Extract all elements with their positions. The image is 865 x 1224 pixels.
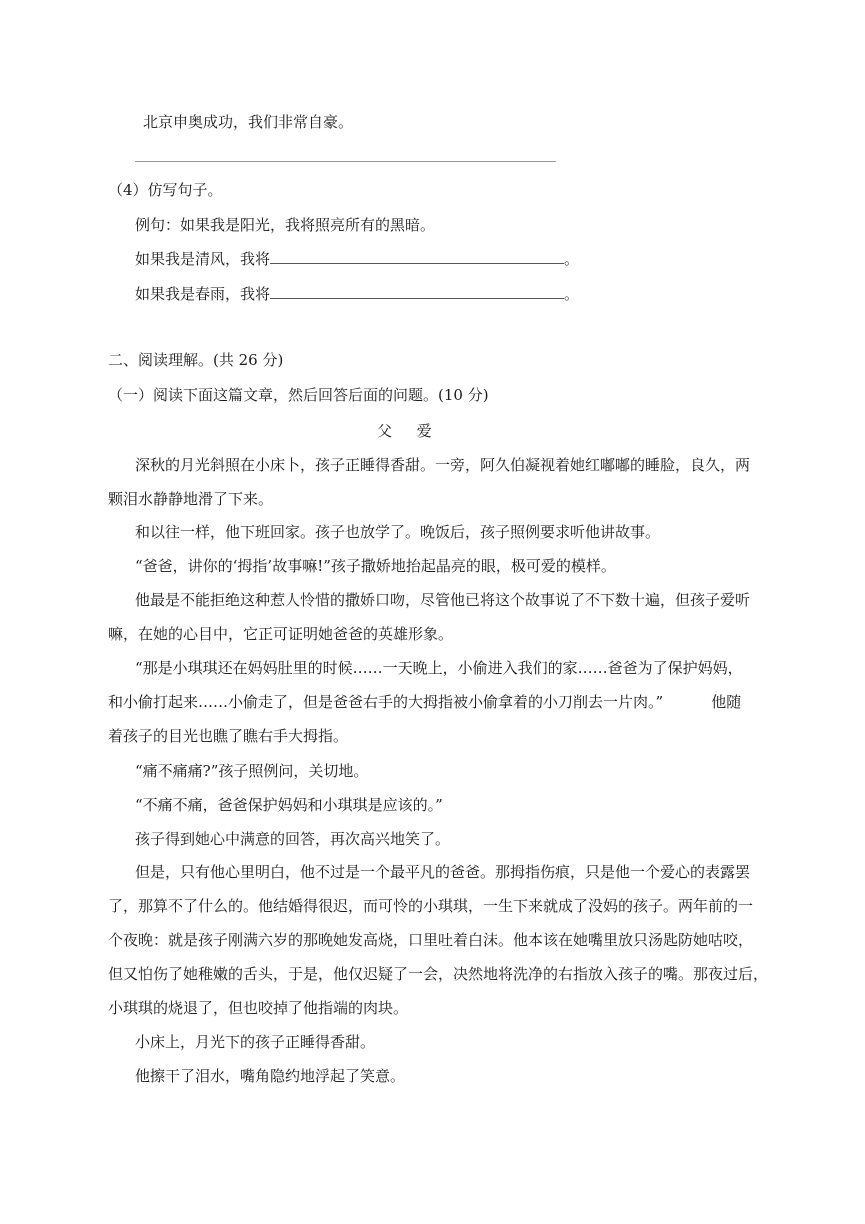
article-line: 孩子得到她心中满意的回答，再次高兴地笑了。 [135, 830, 451, 848]
answer-line[interactable] [135, 161, 556, 162]
imitation-blank-2[interactable] [270, 284, 564, 299]
article-line: 但是，只有他心里明白，他不过是一个最平凡的爸爸。那拇指伤痕，只是他一个爱心的表露罢 [135, 863, 751, 881]
period: 。 [564, 250, 580, 268]
imitation-prefix-1: 如果我是清风，我将 [135, 250, 271, 268]
article-title: 父 爱 [377, 422, 442, 440]
imitation-prefix-2: 如果我是春雨，我将 [135, 285, 271, 303]
article-line: “爸爸，讲你的‘拇指’故事嘛!”孩子撒娇地抬起晶亮的眼，极可爱的模样。 [135, 557, 616, 575]
article-line-text: 和小偷打起来……小偷走了，但是爸爸右手的大拇指被小偷拿着的小刀削去一片肉。” [108, 693, 664, 711]
article-line [108, 692, 741, 712]
period: 。 [564, 285, 580, 303]
article-line: 小琪琪的烧退了，但也咬掉了他指端的肉块。 [108, 999, 409, 1017]
imitation-line-2 [135, 284, 579, 304]
example-sentence: 例句：如果我是阳光，我将照亮所有的黑暗。 [135, 216, 436, 234]
article-line-text: 他随 [711, 693, 742, 711]
article-line: 着孩子的目光也瞧了瞧右手大拇指。 [108, 727, 349, 745]
section-heading: 二、阅读理解。(共 26 分) [108, 351, 284, 369]
article-line: “痛不痛痛?”孩子照例问，关切地。 [135, 762, 369, 780]
article-line: 深秋的月光斜照在小床卜，孩子正睡得香甜。一旁，阿久伯凝视着她红嘟嘟的睡脸，良久，两 [135, 456, 751, 474]
article-line: “不痛不痛，爸爸保护妈妈和小琪琪是应该的。” [135, 796, 443, 814]
article-line: 嘛，在她的心目中，它正可证明她爸爸的英雄形象。 [108, 625, 454, 643]
article-line: 了，那算不了什么的。他结婚得很迟，而可怜的小琪琪，一生下来就成了没妈的孩子。两年前的一 [108, 897, 754, 915]
article-line: 他擦干了泪水，嘴角隐约地浮起了笑意。 [135, 1067, 406, 1085]
article-line: 个夜晚：就是孩子刚满六岁的那晚她发高烧，口里吐着白沫。他本该在她嘴里放只汤匙防她咕咬， [108, 931, 754, 949]
imitation-line-1 [135, 249, 579, 269]
article-line: 他最是不能拒绝这种惹人怜惜的撒娇口吻，尽管他已将这个故事说了不下数十遍，但孩子爱听 [135, 591, 751, 609]
article-line: 但又怕伤了她稚嫩的舌头，于是，他仅迟疑了一会，决然地将洗净的右指放入孩子的嘴。那夜过后， [108, 965, 769, 983]
imitation-blank-1[interactable] [270, 249, 564, 264]
article-line: 小床上，月光下的孩子正睡得香甜。 [135, 1033, 376, 1051]
article-line: 颗泪水静静地滑了下来。 [108, 490, 274, 508]
article-line: 和以往一样，他下班回家。孩子也放学了。晚饭后，孩子照例要求听他讲故事。 [135, 523, 661, 541]
article-line: “那是小琪琪还在妈妈肚里的时候……一天晚上，小偷进入我们的家……爸爸为了保护妈妈， [135, 659, 743, 677]
sentence-rewrite: 北京申奥成功，我们非常自豪。 [143, 113, 354, 131]
sub-heading: （一）阅读下面这篇文章，然后回答后面的问题。(10 分) [108, 386, 489, 404]
question-4-label: （4）仿写句子。 [108, 181, 223, 199]
